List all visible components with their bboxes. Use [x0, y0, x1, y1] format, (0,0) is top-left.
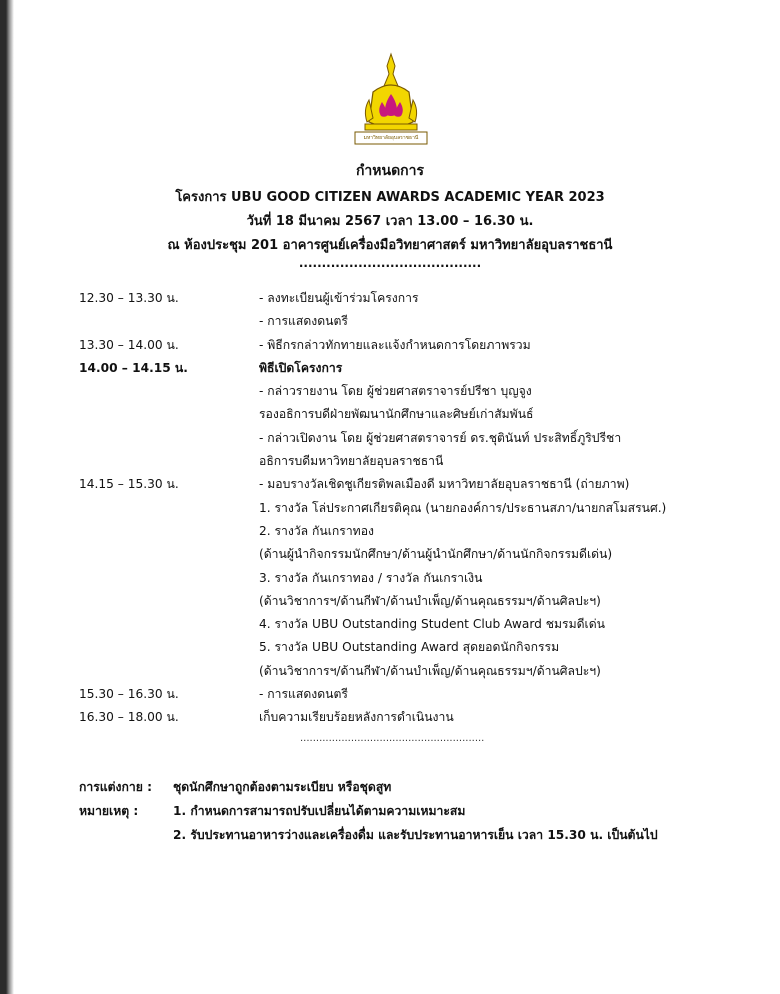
dress-code-label: การแต่งกาย : [79, 780, 152, 794]
event-venue: ณ ห้องประชุม 201 อาคารศูนย์เครื่องมือวิทยาศาสตร์ มหาวิทยาลัยอุบลราชธานี [167, 238, 613, 253]
event-date-time: วันที่ 18 มีนาคม 2567 เวลา 13.00 – 16.30 น. [246, 214, 534, 229]
award-item: 3. รางวัล กันเกราทอง / รางวัล กันเกราเงิน [259, 570, 483, 585]
schedule-time: 12.30 – 13.30 น. [79, 291, 179, 305]
schedule-activity: อธิการบดีมหาวิทยาลัยอุบลราชธานี [259, 454, 444, 469]
award-item: 2. รางวัล กันเกราทอง [259, 523, 374, 538]
award-item: 1. รางวัล โล่ประกาศเกียรติคุณ (นายกองค์การ/ประธานสภา/นายกสโมสรนศ.) [259, 500, 667, 515]
header-divider: ........................................ [298, 256, 482, 270]
project-title: โครงการ UBU GOOD CITIZEN AWARDS ACADEMIC YEAR 2023 [175, 190, 605, 205]
schedule-activity: เก็บความเรียบร้อยหลังการดำเนินงาน [259, 710, 454, 725]
schedule-list [79, 287, 739, 730]
schedule-activity: - ลงทะเบียนผู้เข้าร่วมโครงการ [259, 291, 419, 305]
scan-edge-shadow [0, 0, 14, 994]
dress-code-text: ชุดนักศึกษาถูกต้องตามระเบียบ หรือชุดสูท [173, 780, 392, 794]
award-item: (ด้านผู้นำกิจกรรมนักศึกษา/ด้านผู้นำนักศึกษา/ด้านนักกิจกรรมดีเด่น) [259, 547, 613, 562]
schedule-activity: - มอบรางวัลเชิดชูเกียรติพลเมืองดี มหาวิทยาลัยอุบลราชธานี (ถ่ายภาพ) [259, 477, 630, 492]
schedule-time: 14.15 – 15.30 น. [79, 477, 179, 492]
schedule-time: 16.30 – 18.00 น. [79, 710, 179, 725]
section-divider: .......................................................... [300, 733, 485, 744]
schedule-row [79, 287, 739, 334]
schedule-row [79, 473, 739, 683]
seal-caption: มหาวิทยาลัยอุบลราชธานี [363, 135, 419, 141]
remark-label: หมายเหตุ : [79, 804, 139, 818]
schedule-activity: - พิธีกรกล่าวทักทายและแจ้งกำหนดการโดยภาพรวม [259, 337, 531, 352]
opening-ceremony-heading: พิธีเปิดโครงการ [259, 360, 343, 375]
schedule-activity: - กล่าวรายงาน โดย ผู้ช่วยศาสตราจารย์ปรีชา บุญจูง [259, 384, 532, 399]
university-seal-icon [351, 52, 431, 148]
remark-item: 1. กำหนดการสามารถปรับเปลี่ยนได้ตามความเหมาะสม [173, 804, 466, 818]
notes-section [79, 775, 739, 847]
schedule-row [79, 683, 739, 706]
schedule-row [79, 357, 739, 473]
schedule-activity: รองอธิการบดีฝ่ายพัฒนานักศึกษาและศิษย์เก่าสัมพันธ์ [259, 407, 534, 422]
schedule-activity: - การแสดงดนตรี [259, 314, 348, 329]
page-title: กำหนดการ [355, 163, 425, 179]
schedule-time: 15.30 – 16.30 น. [79, 687, 179, 702]
schedule-activity: - กล่าวเปิดงาน โดย ผู้ช่วยศาสตราจารย์ ดร.ชุตินันท์ ประสิทธิ์ภูริปรีชา [259, 430, 622, 445]
remark-item: 2. รับประทานอาหารว่างและเครื่องดื่ม และรับประทานอาหารเย็น เวลา 15.30 น. เป็นต้นไป [173, 828, 658, 842]
award-item: (ด้านวิชาการฯ/ด้านกีฬา/ด้านบำเพ็ญ/ด้านคุณธรรมฯ/ด้านศิลปะฯ) [259, 593, 601, 608]
schedule-activity: - การแสดงดนตรี [259, 687, 348, 702]
schedule-row [79, 334, 739, 357]
award-item: (ด้านวิชาการฯ/ด้านกีฬา/ด้านบำเพ็ญ/ด้านคุณธรรมฯ/ด้านศิลปะฯ) [259, 663, 601, 678]
schedule-row [79, 706, 739, 729]
schedule-time: 13.30 – 14.00 น. [79, 337, 179, 352]
schedule-time: 14.00 – 14.15 น. [79, 360, 188, 375]
award-item: 5. รางวัล UBU Outstanding Award สุดยอดนักกิจกรรม [259, 640, 560, 655]
award-item: 4. รางวัล UBU Outstanding Student Club Award ชมรมดีเด่น [259, 617, 605, 632]
